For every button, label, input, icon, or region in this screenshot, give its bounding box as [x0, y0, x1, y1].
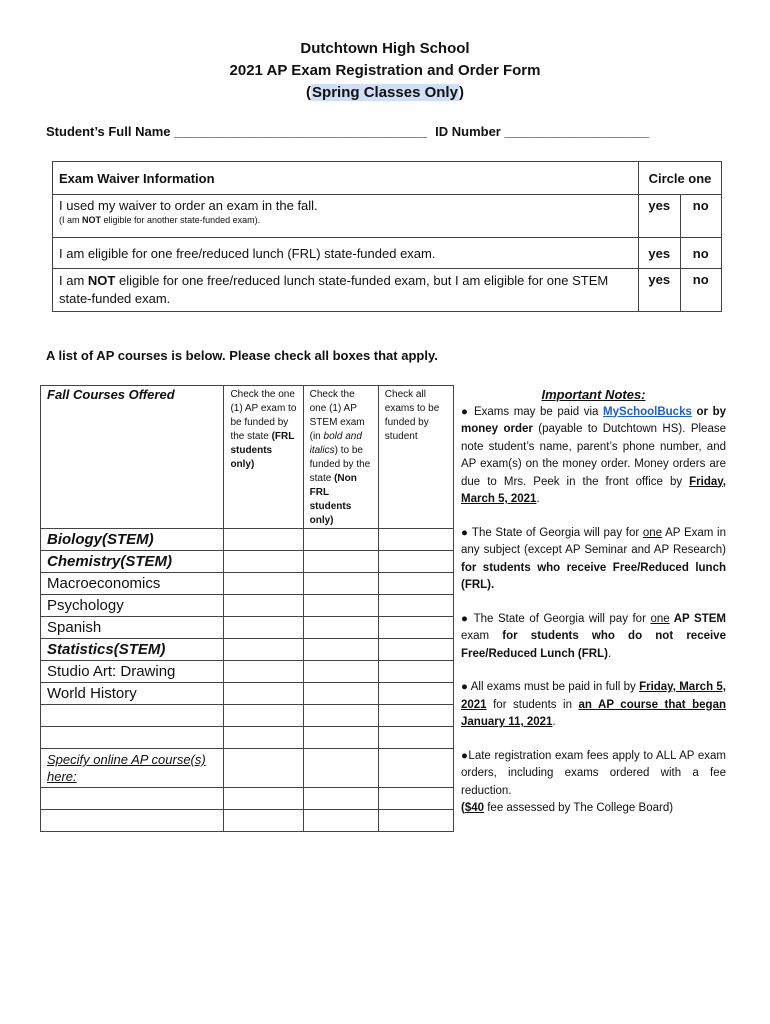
frl-checkbox[interactable] [224, 661, 303, 683]
course-list-intro: A list of AP courses is below. Please check all boxes that apply. [46, 348, 438, 363]
frl-checkbox[interactable] [224, 617, 303, 639]
course-row [41, 551, 454, 573]
frl-checkbox[interactable] [224, 683, 303, 705]
stem-checkbox[interactable] [303, 788, 378, 810]
student-checkbox[interactable] [378, 573, 453, 595]
blank-course-cell[interactable] [41, 705, 224, 727]
course-name: Biology(STEM) [41, 529, 224, 551]
important-notes [461, 386, 726, 834]
stem-checkbox[interactable] [303, 617, 378, 639]
waiver-row [53, 238, 722, 269]
student-checkbox[interactable] [378, 661, 453, 683]
stem-checkbox[interactable] [303, 705, 378, 727]
course-row [41, 595, 454, 617]
note-deadline: ● All exams must be paid in full by Friday, March 5, 2021 for students in an AP course that began January 11, 2021. [461, 681, 727, 728]
student-checkbox[interactable] [378, 788, 453, 810]
course-name: Macroeconomics [41, 573, 224, 595]
yes-option[interactable]: yes [639, 269, 681, 312]
course-name: Spanish [41, 617, 224, 639]
course-name: World History [41, 683, 224, 705]
student-checkbox[interactable] [378, 529, 453, 551]
student-checkbox[interactable] [378, 595, 453, 617]
waiver-row-text: I am eligible for one free/reduced lunch (FRL) state-funded exam. [53, 238, 639, 269]
stem-checkbox[interactable] [303, 639, 378, 661]
waiver-header: Exam Waiver Information [53, 162, 639, 195]
form-title: 2021 AP Exam Registration and Order Form [229, 62, 541, 79]
courses-header: Fall Courses Offered [41, 386, 224, 529]
student-checkbox[interactable] [378, 727, 453, 749]
stem-checkbox[interactable] [303, 551, 378, 573]
frl-checkbox[interactable] [224, 573, 303, 595]
stem-checkbox[interactable] [303, 749, 378, 788]
note-payment: ● Exams may be paid via MySchoolBucks or by money order (payable to Dutchtown HS). Please note student’s name, parent’s phone number, and AP exam(s) on the money order. Money orders are due to Mrs. Peek in the front office by Friday, March 5, 2021. [461, 405, 726, 505]
frl-checkbox[interactable] [224, 705, 303, 727]
stem-checkbox[interactable] [303, 595, 378, 617]
stem-checkbox[interactable] [303, 810, 378, 832]
school-name: Dutchtown High School [300, 40, 470, 57]
note-stem: ● The State of Georgia will pay for one AP STEM exam for students who do not receive Free/Reduced Lunch (FRL). [461, 612, 726, 660]
student-checkbox[interactable] [378, 749, 453, 788]
note-frl: ● The State of Georgia will pay for one AP Exam in any subject (except AP Seminar and AP Research) for students who receive Free/Reduced lunch (FRL). [461, 526, 727, 591]
id-number-field[interactable]: ID Number ____________________ [435, 124, 650, 139]
frl-checkbox[interactable] [224, 529, 303, 551]
stem-checkbox[interactable] [303, 573, 378, 595]
frl-checkbox[interactable] [224, 749, 303, 788]
specify-online-label[interactable]: Specify online AP course(s) here: [41, 749, 224, 788]
courses-table [40, 385, 454, 832]
course-row [41, 639, 454, 661]
notes-title: Important Notes: [541, 387, 646, 402]
exam-waiver-table [52, 161, 722, 312]
blank-course-row [41, 788, 454, 810]
blank-course-row [41, 727, 454, 749]
student-info-line [46, 124, 649, 139]
blank-course-cell[interactable] [41, 810, 224, 832]
blank-course-row [41, 810, 454, 832]
frl-checkbox[interactable] [224, 639, 303, 661]
circle-one-header: Circle one [639, 162, 722, 195]
student-funded-column-header: Check all exams to be funded by student [378, 386, 453, 529]
waiver-row-text: I used my waiver to order an exam in the fall. [59, 198, 318, 213]
student-checkbox[interactable] [378, 683, 453, 705]
stem-column-header: Check the one (1) AP STEM exam (in bold and italics) to be funded by the state (Non FRL students only) [303, 386, 378, 529]
waiver-row-text: I am NOT eligible for one free/reduced lunch state-funded exam, but I am eligible for one STEM state-funded exam. [53, 269, 639, 312]
blank-course-cell[interactable] [41, 788, 224, 810]
course-row [41, 661, 454, 683]
course-name: Statistics(STEM) [41, 639, 224, 661]
blank-course-cell[interactable] [41, 727, 224, 749]
frl-checkbox[interactable] [224, 727, 303, 749]
frl-checkbox[interactable] [224, 551, 303, 573]
waiver-row [53, 195, 722, 238]
myschoolbucks-link[interactable]: MySchoolBucks [603, 405, 692, 418]
stem-checkbox[interactable] [303, 727, 378, 749]
no-option[interactable]: no [680, 269, 722, 312]
student-checkbox[interactable] [378, 810, 453, 832]
student-checkbox[interactable] [378, 551, 453, 573]
waiver-row [53, 269, 722, 312]
course-name: Psychology [41, 595, 224, 617]
stem-checkbox[interactable] [303, 529, 378, 551]
frl-column-header: Check the one (1) AP exam to be funded by the state (FRL students only) [224, 386, 303, 529]
waiver-row-note: (I am NOT eligible for another state-funded exam). [59, 215, 261, 225]
course-row [41, 683, 454, 705]
frl-checkbox[interactable] [224, 810, 303, 832]
course-row [41, 529, 454, 551]
student-checkbox[interactable] [378, 639, 453, 661]
blank-course-row [41, 705, 454, 727]
note-late-fees: ●Late registration exam fees apply to ALL AP exam orders, including exams ordered with a fee reduction. ($40 fee assessed by The College Board) [461, 749, 726, 814]
student-name-field[interactable]: Student’s Full Name ___________________________________ [46, 124, 428, 139]
student-checkbox[interactable] [378, 617, 453, 639]
stem-checkbox[interactable] [303, 661, 378, 683]
no-option[interactable]: no [680, 238, 722, 269]
form-subtitle: (Spring Classes Only) [306, 84, 464, 101]
stem-checkbox[interactable] [303, 683, 378, 705]
student-checkbox[interactable] [378, 705, 453, 727]
yes-option[interactable]: yes [639, 238, 681, 269]
no-option[interactable]: no [680, 195, 722, 238]
yes-option[interactable]: yes [639, 195, 681, 238]
course-name: Studio Art: Drawing [41, 661, 224, 683]
course-row [41, 617, 454, 639]
form-header [0, 38, 770, 104]
frl-checkbox[interactable] [224, 595, 303, 617]
course-row [41, 573, 454, 595]
specify-online-row [41, 749, 454, 788]
frl-checkbox[interactable] [224, 788, 303, 810]
course-name: Chemistry(STEM) [41, 551, 224, 573]
subtitle-highlight: Spring Classes Only [312, 84, 458, 101]
